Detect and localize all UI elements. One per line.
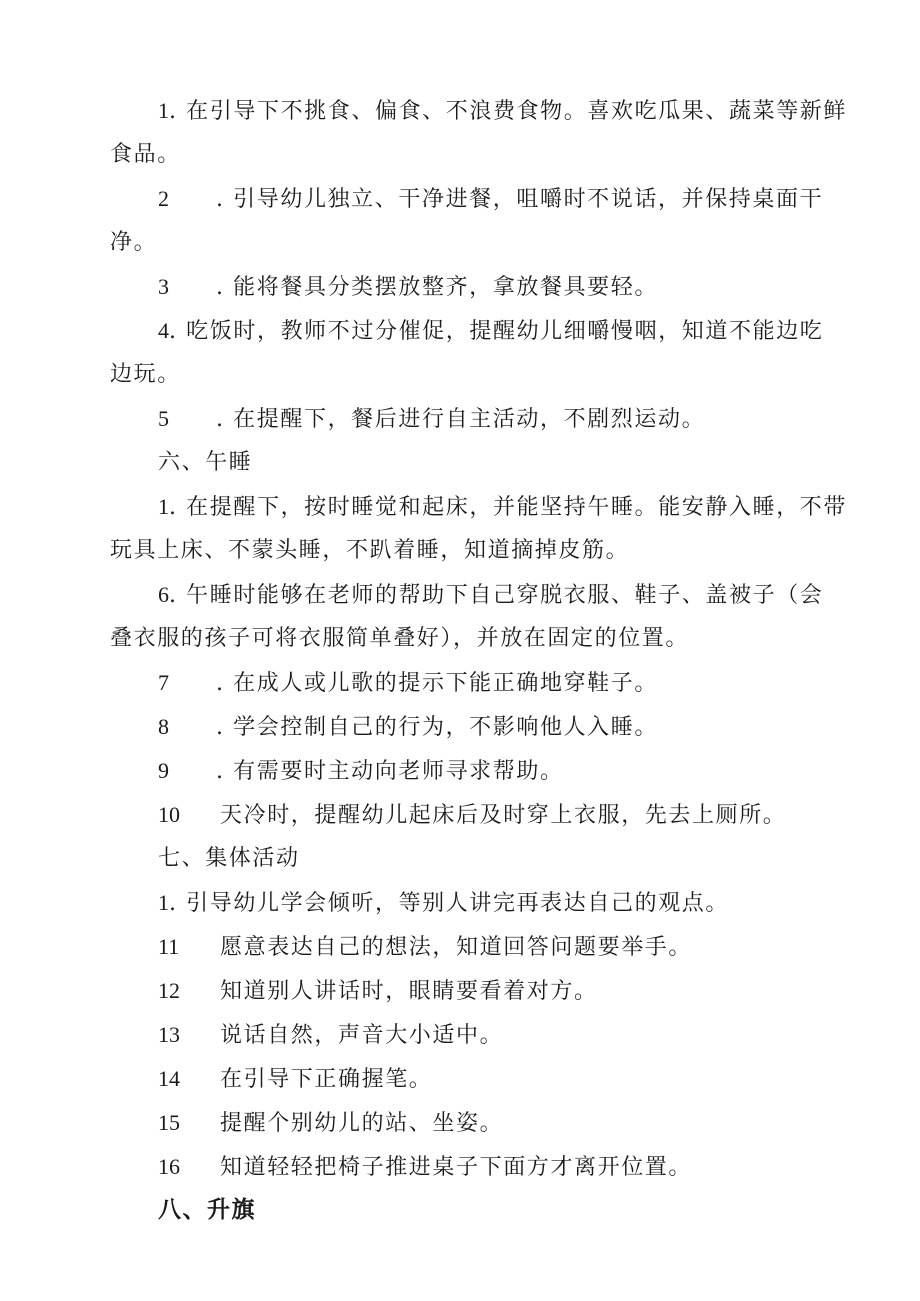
item-number: 8 (158, 714, 169, 739)
item-text: 叠衣服的孩子可将衣服简单叠好），并放在固定的位置。 (110, 626, 690, 651)
item-number: 13 (158, 1022, 180, 1047)
list-item-nap-10 (158, 800, 786, 831)
item-number: 2 (158, 186, 169, 211)
item-text: . 能将餐具分类摆放整齐，拿放餐具要轻。 (216, 275, 658, 300)
list-item-meal-2 (158, 184, 823, 215)
item-text: . 学会控制自己的行为，不影响他人入睡。 (216, 715, 658, 740)
item-text: 净。 (110, 230, 158, 255)
list-item-continuation (110, 140, 181, 170)
list-item-meal-5 (158, 404, 705, 435)
item-text: . 午睡时能够在老师的帮助下自己穿脱衣服、鞋子、盖被子（会 (169, 583, 824, 608)
item-text: 在引导下正确握笔。 (220, 1067, 433, 1092)
list-item-nap-7 (158, 668, 658, 699)
list-item-continuation (110, 360, 181, 390)
section-heading-flag-raising (158, 1195, 256, 1225)
list-item-meal-4 (158, 316, 823, 347)
item-number: 16 (158, 1154, 180, 1179)
list-item-group-11 (158, 932, 692, 963)
list-item-nap-1 (158, 492, 847, 523)
item-text: . 吃饭时，教师不过分催促，提醒幼儿细嚼慢咽，知道不能边吃 (169, 319, 824, 344)
item-text: . 在成人或儿歌的提示下能正确地穿鞋子。 (216, 671, 658, 696)
list-item-nap-8 (158, 712, 658, 743)
list-item-group-14 (158, 1064, 432, 1095)
item-text: . 有需要时主动向老师寻求帮助。 (216, 759, 564, 784)
list-item-continuation (110, 536, 629, 566)
item-number: 1 (158, 494, 169, 519)
item-number: 15 (158, 1110, 180, 1135)
item-number: 1 (158, 98, 169, 123)
list-item-group-13 (158, 1020, 503, 1051)
item-number: 9 (158, 758, 169, 783)
list-item-group-16 (158, 1152, 692, 1183)
item-text: 说话自然，声音大小适中。 (220, 1023, 504, 1048)
item-number: 5 (158, 406, 169, 431)
list-item-meal-1 (158, 96, 847, 127)
list-item-group-1 (158, 888, 729, 919)
item-number: 7 (158, 670, 169, 695)
list-item-continuation (110, 624, 689, 654)
item-text: 边玩。 (110, 362, 181, 387)
section-title: 六、午睡 (158, 450, 253, 475)
item-number: 3 (158, 274, 169, 299)
list-item-nap-9 (158, 756, 564, 787)
item-text: 玩具上床、不蒙头睡，不趴着睡，知道摘掉皮筋。 (110, 538, 630, 563)
item-number: 12 (158, 978, 180, 1003)
list-item-meal-3 (158, 272, 658, 303)
list-item-group-15 (158, 1108, 503, 1139)
list-item-nap-6 (158, 580, 823, 611)
item-text: . 在引导下不挑食、偏食、不浪费食物。喜欢吃瓜果、蔬菜等新鲜 (169, 99, 847, 124)
item-text: . 引导幼儿独立、干净进餐，咀嚼时不说话，并保持桌面干 (216, 187, 824, 212)
list-item-group-12 (158, 976, 598, 1007)
list-item-continuation (110, 228, 157, 258)
item-number: 1 (158, 890, 169, 915)
item-number: 11 (158, 934, 180, 959)
item-text: . 引导幼儿学会倾听，等别人讲完再表达自己的观点。 (169, 891, 729, 916)
item-text: . 在提醒下，餐后进行自主活动，不剧烈运动。 (216, 407, 706, 432)
section-title: 七、集体活动 (158, 846, 300, 871)
item-text: 天冷时，提醒幼儿起床后及时穿上衣服，先去上厕所。 (220, 803, 787, 828)
item-text: 知道轻轻把椅子推进桌子下面方才离开位置。 (220, 1155, 693, 1180)
item-number: 6 (158, 582, 169, 607)
item-number: 10 (158, 802, 180, 827)
item-text: 愿意表达自己的想法，知道回答问题要举手。 (220, 935, 693, 960)
item-text: 知道别人讲话时，眼睛要看着对方。 (220, 979, 598, 1004)
item-text: 提醒个别幼儿的站、坐姿。 (220, 1111, 504, 1136)
section-heading-group-activity (158, 844, 300, 874)
item-text: . 在提醒下，按时睡觉和起床，并能坚持午睡。能安静入睡，不带 (169, 495, 847, 520)
item-text: 食品。 (110, 142, 181, 167)
section-title: 八、升旗 (158, 1197, 256, 1223)
section-heading-nap (158, 448, 252, 478)
item-number: 14 (158, 1066, 180, 1091)
item-number: 4 (158, 318, 169, 343)
